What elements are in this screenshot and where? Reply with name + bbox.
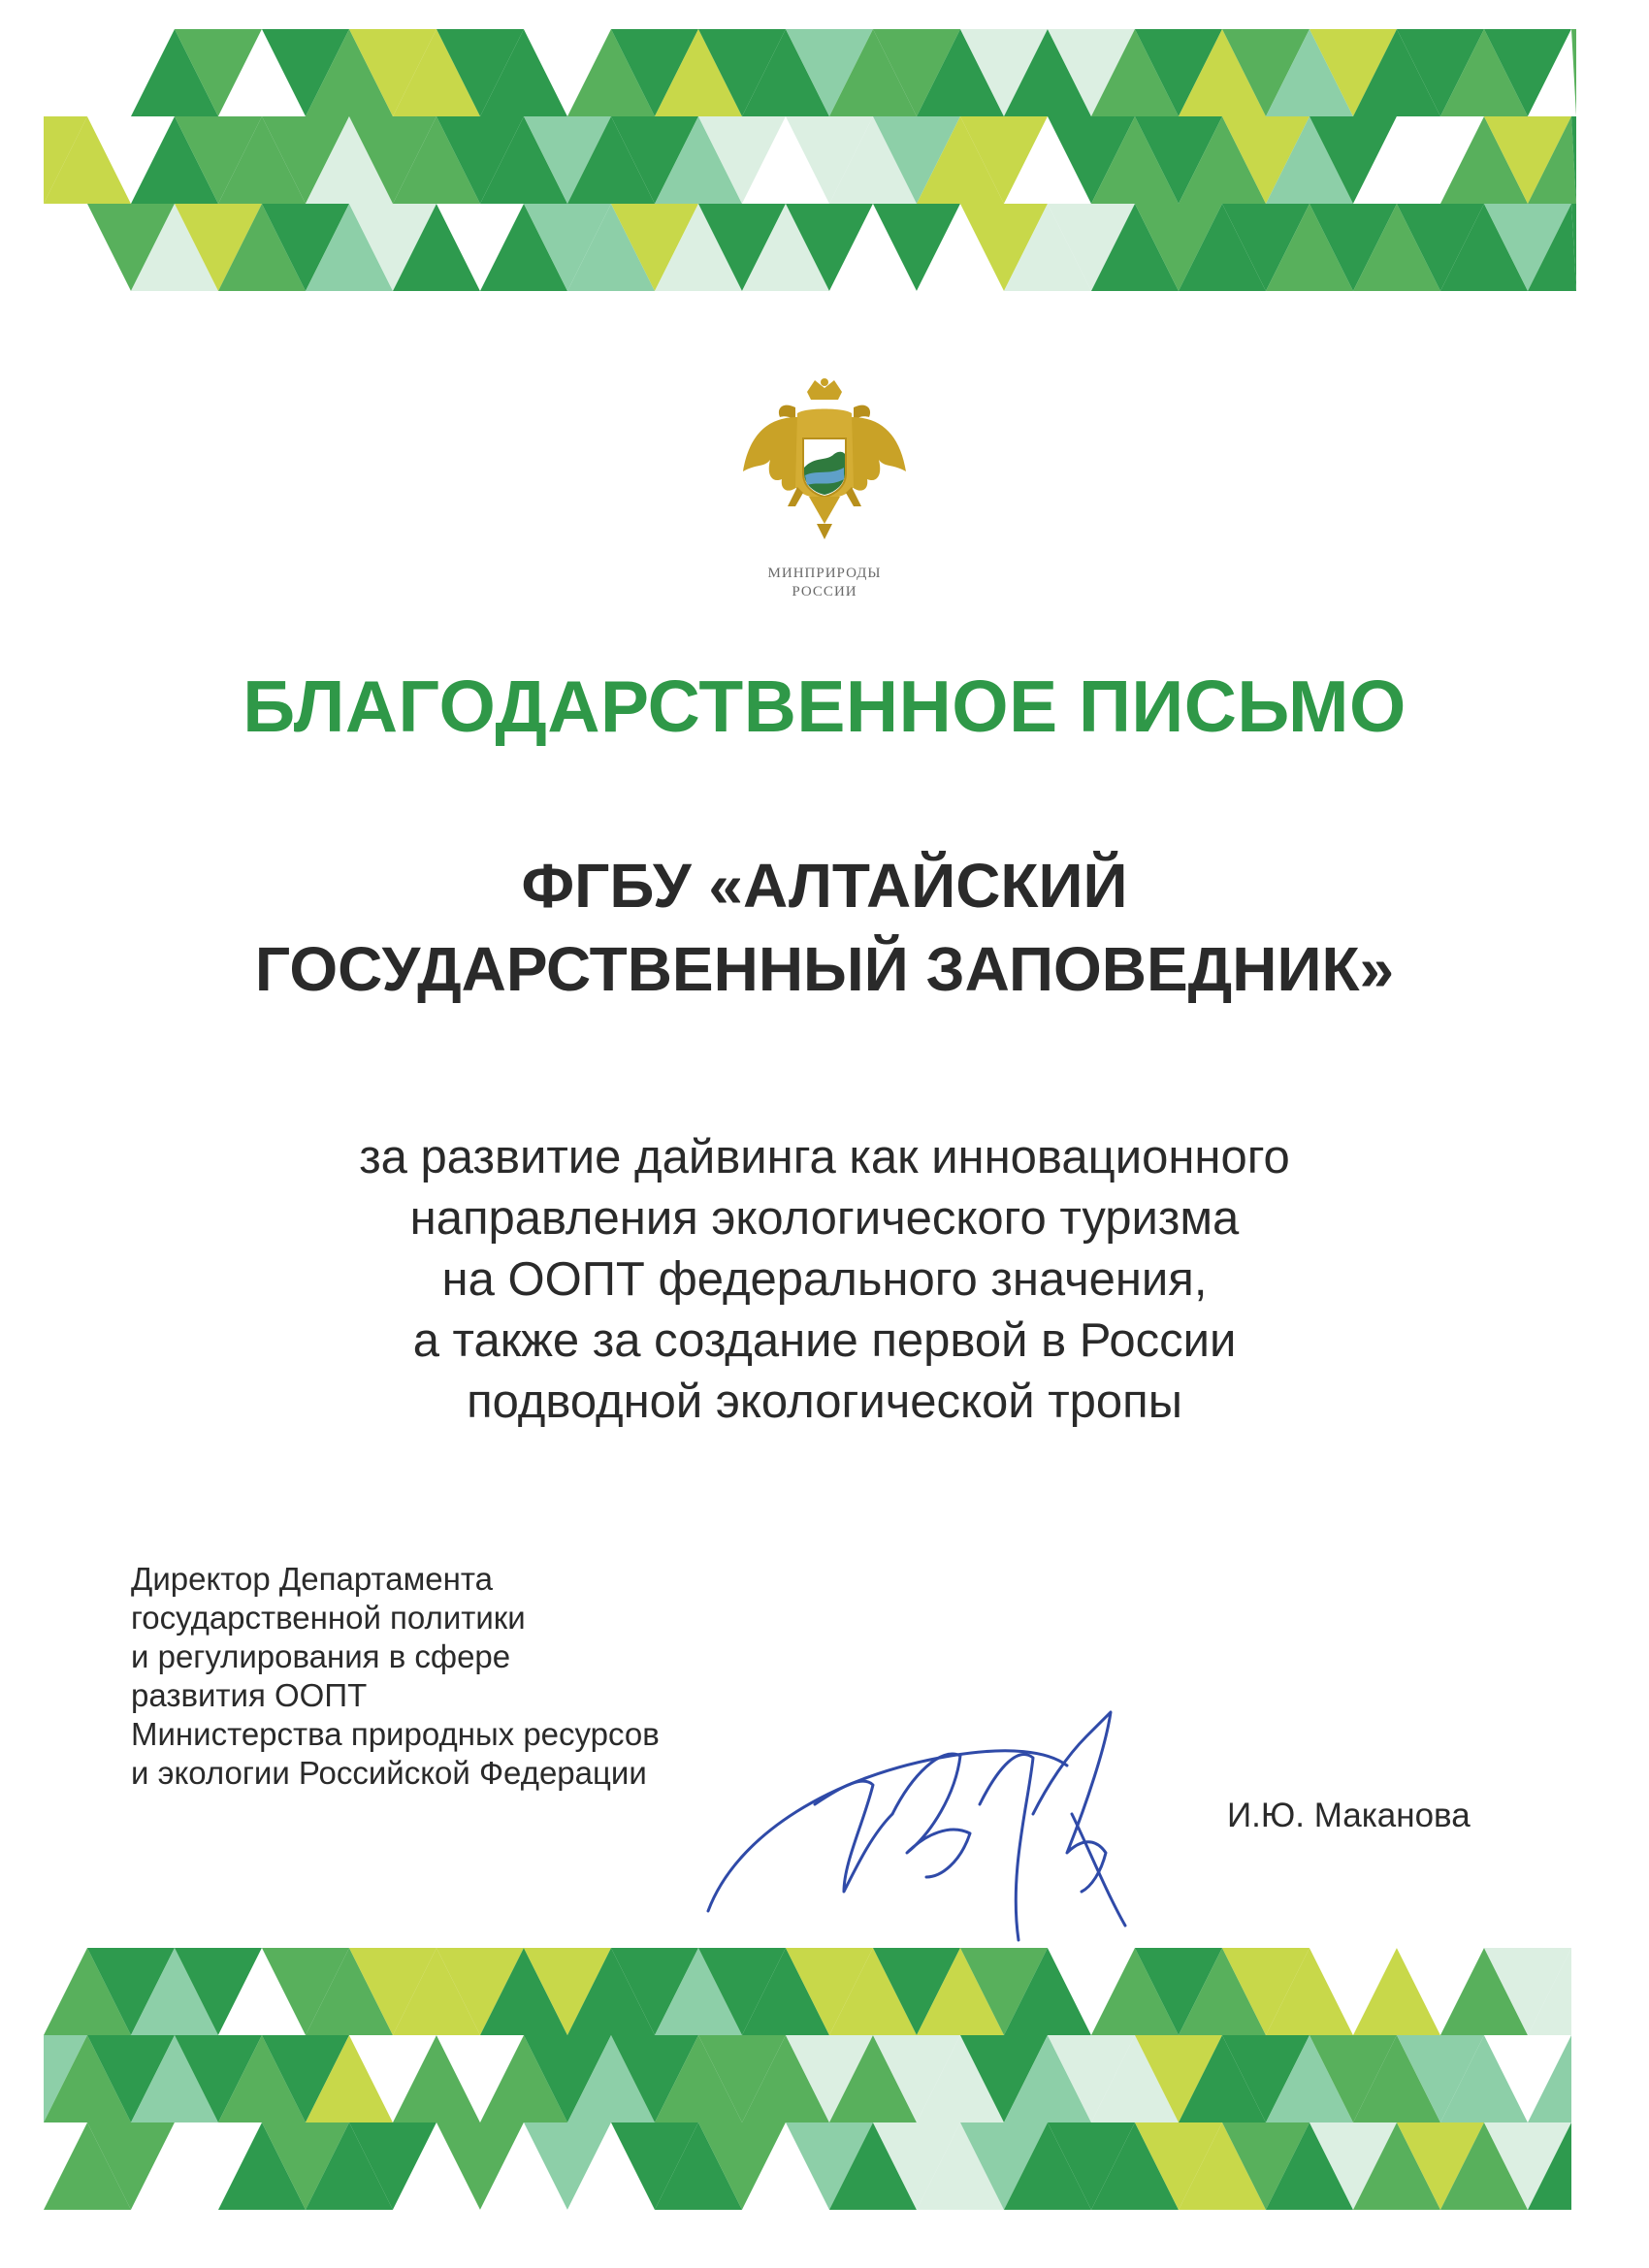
award-reason xyxy=(0,1127,1649,1433)
ministry-name xyxy=(679,565,970,601)
position-line: Министерства природных ресурсов xyxy=(131,1716,660,1752)
bottom-triangle-pattern xyxy=(0,1948,1649,2219)
reason-line: направления экологического туризма xyxy=(409,1192,1240,1245)
recipient-line: ФГБУ «АЛТАЙСКИЙ xyxy=(521,851,1128,921)
position-line: государственной политики xyxy=(131,1600,526,1636)
handwritten-signature xyxy=(698,1669,1271,1960)
reason-line: а также за создание первой в России xyxy=(412,1314,1237,1367)
signatory-name: И.Ю. Маканова xyxy=(1227,1797,1471,1834)
double-headed-eagle-emblem-icon xyxy=(737,378,912,543)
ministry-line: РОССИИ xyxy=(792,584,857,599)
recipient-name xyxy=(0,844,1649,1011)
recipient-line: ГОСУДАРСТВЕННЫЙ ЗАПОВЕДНИК» xyxy=(254,934,1395,1004)
document-title: БЛАГОДАРСТВЕННОЕ ПИСЬМО xyxy=(242,665,1406,747)
position-line: и регулирования в сфере xyxy=(131,1638,511,1674)
reason-line: на ООПТ федерального значения, xyxy=(441,1253,1208,1306)
triangle-pattern-graphic xyxy=(0,1948,1649,2219)
position-line: Директор Департамента xyxy=(131,1561,493,1597)
position-line: и экологии Российской Федерации xyxy=(131,1755,647,1791)
reason-line: за развитие дайвинга как инновационного xyxy=(359,1131,1290,1183)
reason-line: подводной экологической тропы xyxy=(467,1376,1182,1428)
position-line: развития ООПТ xyxy=(131,1677,368,1713)
top-triangle-pattern xyxy=(0,29,1649,320)
ministry-line: МИНПРИРОДЫ xyxy=(767,566,882,581)
triangle-pattern-graphic xyxy=(0,29,1649,320)
